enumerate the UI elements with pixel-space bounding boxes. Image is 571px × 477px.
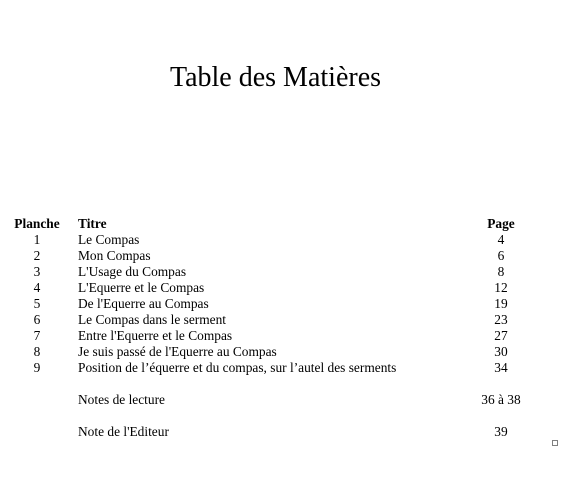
planche-number: 4 bbox=[33, 280, 41, 295]
table-of-contents bbox=[0, 216, 571, 440]
page-number: 4 bbox=[497, 232, 505, 247]
page-number: 34 bbox=[494, 360, 508, 375]
chapter-title: Mon Compas bbox=[78, 248, 151, 263]
extra-title: Note de l'Editeur bbox=[78, 424, 169, 439]
chapter-title: Entre l'Equerre et le Compas bbox=[78, 328, 233, 343]
planche-number: 9 bbox=[33, 360, 41, 375]
header-titre: Titre bbox=[78, 216, 107, 231]
toc-row bbox=[0, 264, 571, 280]
planche-number: 7 bbox=[33, 328, 41, 343]
chapter-title: Le Compas bbox=[78, 232, 140, 247]
toc-row bbox=[0, 312, 571, 328]
planche-number: 6 bbox=[33, 312, 41, 327]
planche-number: 5 bbox=[33, 296, 41, 311]
chapter-title: L'Equerre et le Compas bbox=[78, 280, 205, 295]
toc-row bbox=[0, 344, 571, 360]
extra-page: 39 bbox=[494, 424, 508, 439]
header-planche: Planche bbox=[14, 216, 60, 231]
chapter-title: L'Usage du Compas bbox=[78, 264, 187, 279]
end-marker-icon bbox=[552, 440, 558, 446]
chapter-title: Position de l’équerre et du compas, sur l’autel des serments bbox=[78, 360, 397, 375]
extra-title: Notes de lecture bbox=[78, 392, 165, 407]
planche-number: 2 bbox=[33, 248, 41, 263]
chapter-title: De l'Equerre au Compas bbox=[78, 296, 209, 311]
page-number: 19 bbox=[494, 296, 508, 311]
toc-row bbox=[0, 360, 571, 376]
page-number: 6 bbox=[497, 248, 505, 263]
toc-header-row bbox=[0, 216, 571, 232]
toc-row bbox=[0, 296, 571, 312]
extra-page: 36 à 38 bbox=[481, 392, 521, 407]
toc-extra-row bbox=[0, 392, 571, 408]
planche-number: 1 bbox=[33, 232, 41, 247]
toc-extra-row bbox=[0, 424, 571, 440]
toc-row bbox=[0, 280, 571, 296]
page-number: 27 bbox=[494, 328, 508, 343]
chapter-title: Je suis passé de l'Equerre au Compas bbox=[78, 344, 277, 359]
chapter-title: Le Compas dans le serment bbox=[78, 312, 227, 327]
page-number: 12 bbox=[494, 280, 508, 295]
toc-row bbox=[0, 232, 571, 248]
page-number: 23 bbox=[494, 312, 508, 327]
page-title: Table des Matières bbox=[169, 62, 382, 93]
page-number: 30 bbox=[494, 344, 508, 359]
page-number: 8 bbox=[497, 264, 505, 279]
header-page: Page bbox=[487, 216, 515, 231]
toc-row bbox=[0, 248, 571, 264]
toc-row bbox=[0, 328, 571, 344]
planche-number: 3 bbox=[33, 264, 41, 279]
planche-number: 8 bbox=[33, 344, 41, 359]
